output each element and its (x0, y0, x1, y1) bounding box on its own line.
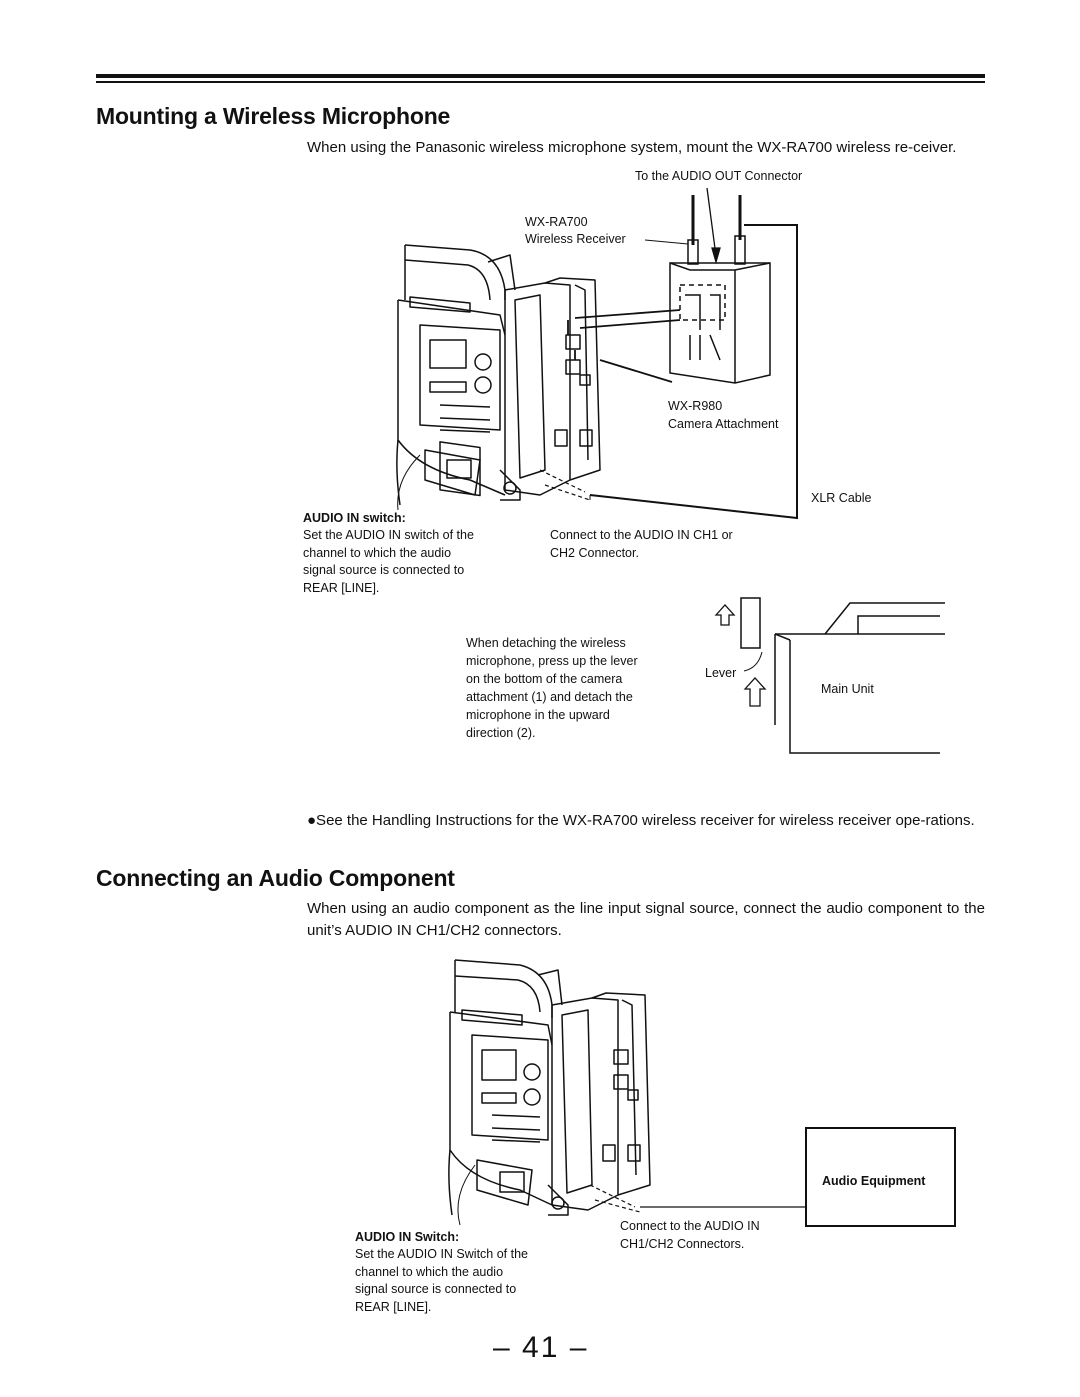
label-audio-out: To the AUDIO OUT Connector (635, 169, 803, 183)
label-receiver-model: WX-RA700 (525, 215, 588, 229)
label-audio-equipment: Audio Equipment (822, 1174, 926, 1188)
label-receiver-name: Wireless Receiver (525, 232, 626, 246)
audio-in-switch2-title: AUDIO IN Switch: (355, 1230, 460, 1244)
handling-note: ●See the Handling Instructions for the WX-RA700 wireless receiver for wireless receiver ope-rations. (307, 812, 975, 829)
connect-audio-in-text: Connect to the AUDIO IN CH1 or CH2 Connector. (550, 528, 733, 560)
detach-instructions: When detaching the wireless microphone, press up the lever on the bottom of the camera attachment (1) and detach the microphone in the upward direction (2). (466, 636, 638, 740)
label-attachment-model: WX-R980 (668, 399, 723, 413)
label-attachment-name: Camera Attachment (668, 417, 779, 431)
section-title-wireless-mic: Mounting a Wireless Microphone (96, 103, 451, 129)
connect-audio-in-ch1ch2: Connect to the AUDIO IN CH1/CH2 Connectors. (620, 1219, 760, 1251)
wireless-intro-text: When using the Panasonic wireless microphone system, mount the WX-RA700 wireless re-ceiver. (307, 139, 957, 156)
page-number: – 41 – (493, 1331, 589, 1364)
section-title-audio-component: Connecting an Audio Component (96, 865, 455, 891)
audio-in-switch-text: Set the AUDIO IN switch of the channel to which the audio signal source is connected to REAR [LINE]. (303, 528, 474, 595)
audio-in-switch-title: AUDIO IN switch: (303, 511, 406, 525)
audio-component-intro: When using an audio component as the line input signal source, connect the audio component to the unit’s AUDIO IN CH1/CH2 connectors. (307, 900, 985, 939)
label-xlr-cable: XLR Cable (811, 491, 872, 505)
audio-in-switch2-text: Set the AUDIO IN Switch of the channel to which the audio signal source is connected to REAR [LINE]. (355, 1247, 528, 1314)
label-main-unit: Main Unit (821, 682, 874, 696)
label-lever: Lever (705, 666, 737, 680)
